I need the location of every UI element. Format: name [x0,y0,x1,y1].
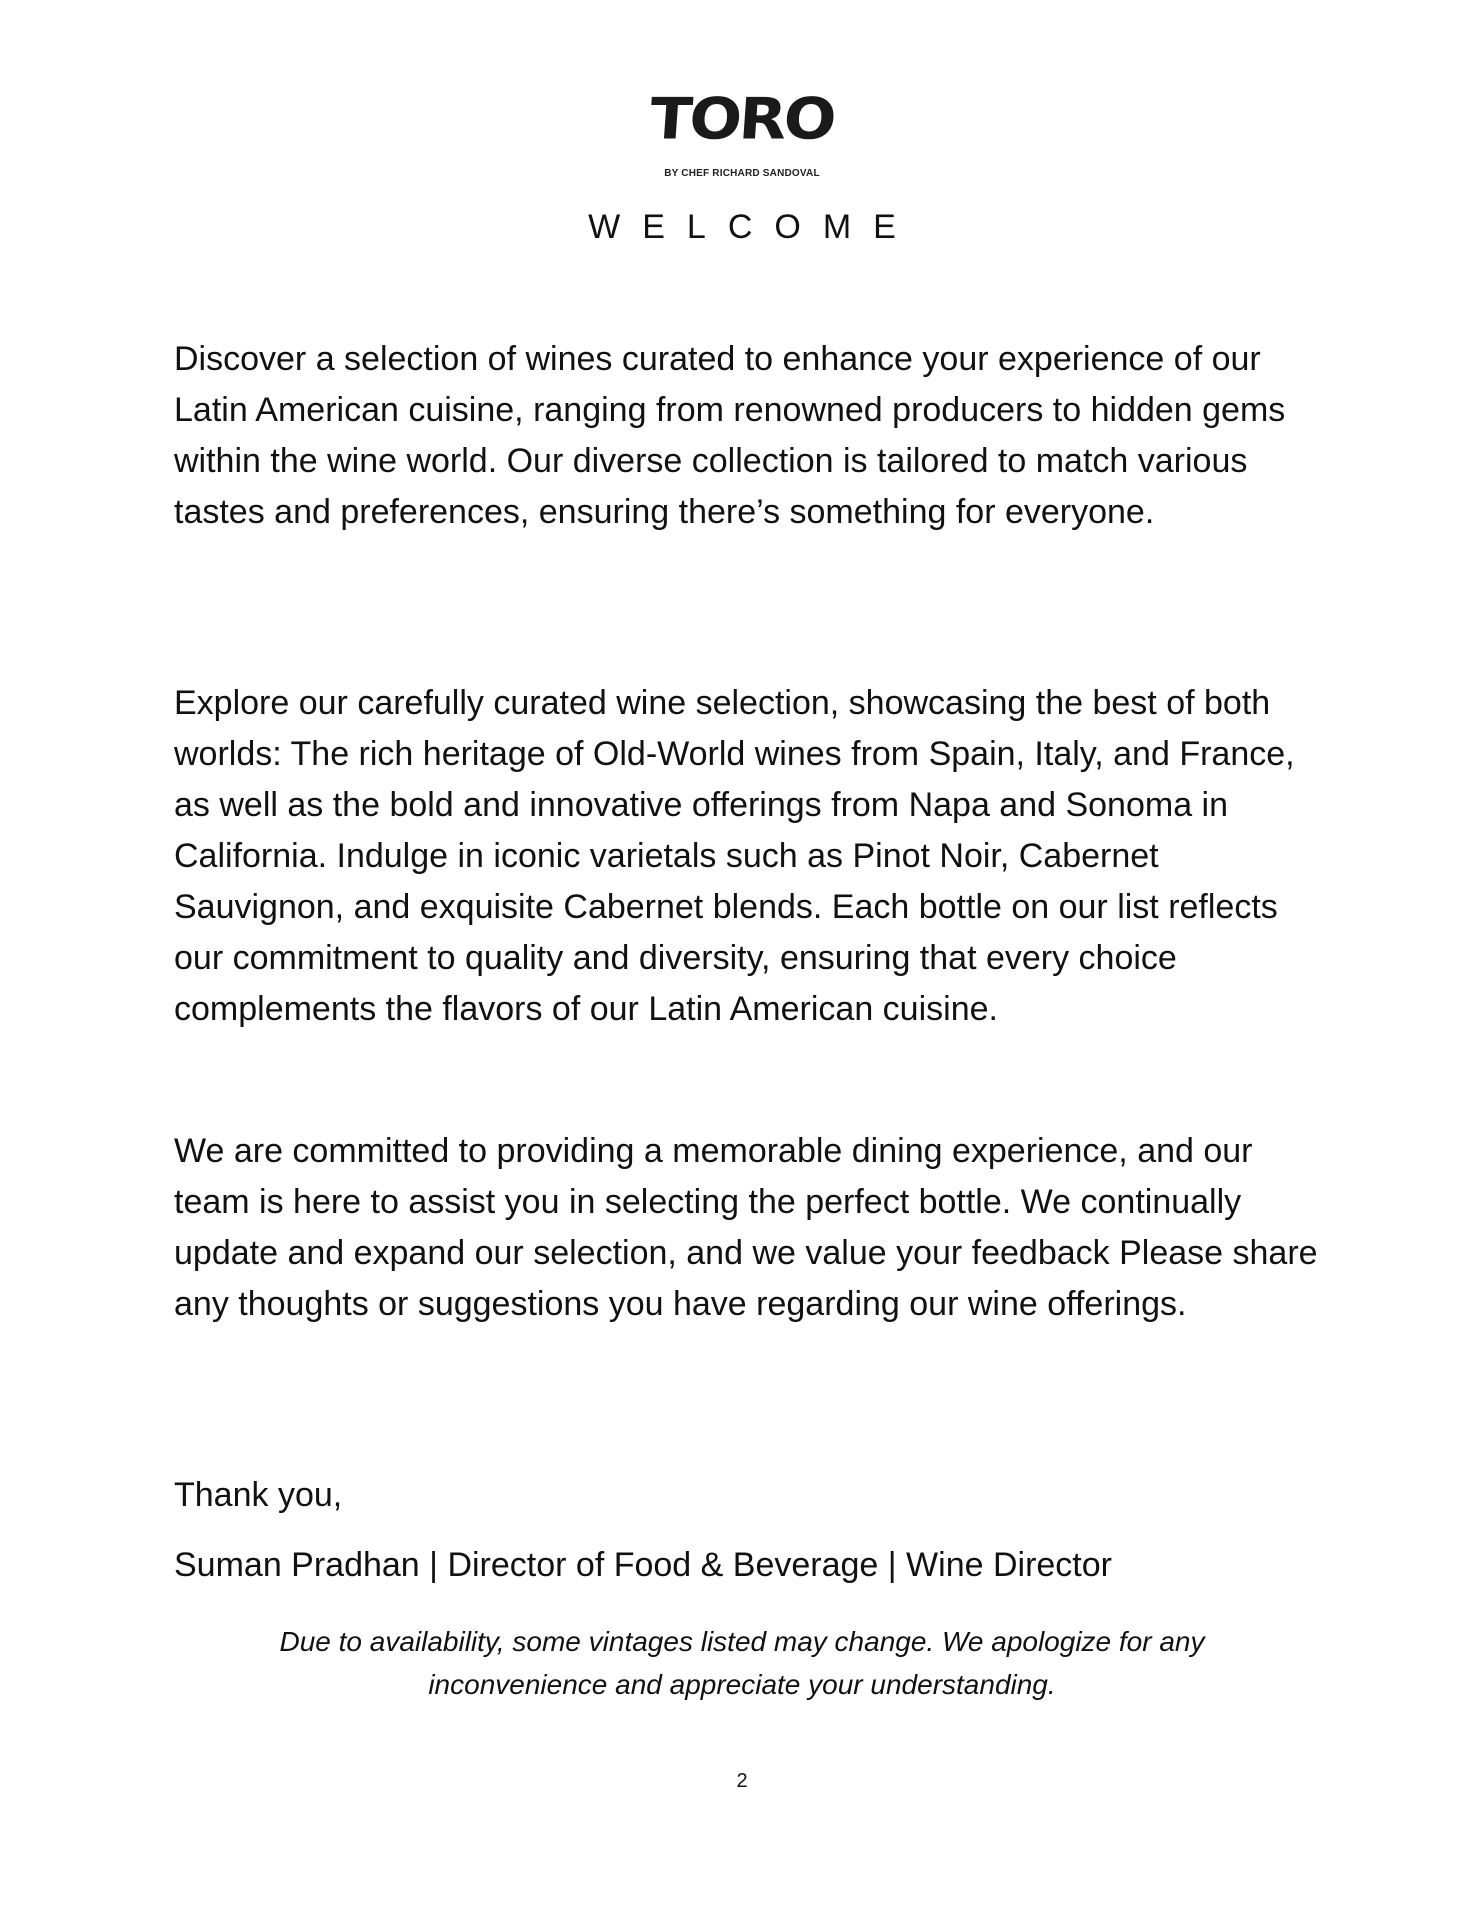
selection-paragraph: Explore our carefully curated wine selection, showcasing the best of both worlds: The rich heritage of Old-World wines from Spain, Italy, and France, as well as the bold and innovative offerings from Napa and Sonoma in California. Indulge in iconic varietals such as Pinot Noir, Cabernet Sauvignon, and exquisite Cabernet blends. Each bottle on our list reflects our commitment to quality and diversity, ensuring that every choice complements the flavors of our Latin American cuisine. [174,684,1295,1028]
logo-wordmark: TORO [647,84,837,153]
closing-line: Thank you, [174,1476,343,1514]
page-number: 2 [736,1770,748,1792]
logo-byline: BY CHEF RICHARD SANDOVAL [664,168,820,179]
signature-line: Suman Pradhan | Director of Food & Beverage | Wine Director [174,1546,1112,1584]
toro-logo [0,84,1484,179]
page-title: WELCOME [588,208,918,246]
commitment-paragraph: We are committed to providing a memorable dining experience, and our team is here to assist you in selecting the perfect bottle. We continually update and expand our selection, and we value your feedback Please share any thoughts or suggestions you have regarding our wine offerings. [174,1132,1318,1323]
availability-note: Due to availability, some vintages listed may change. We apologize for any inconvenience and appreciate your understanding. [279,1626,1205,1700]
intro-paragraph: Discover a selection of wines curated to enhance your experience of our Latin American cuisine, ranging from renowned producers to hidden gems within the wine world. Our diverse collection is tailored to match various tastes and preferences, ensuring there’s something for everyone. [174,340,1286,531]
